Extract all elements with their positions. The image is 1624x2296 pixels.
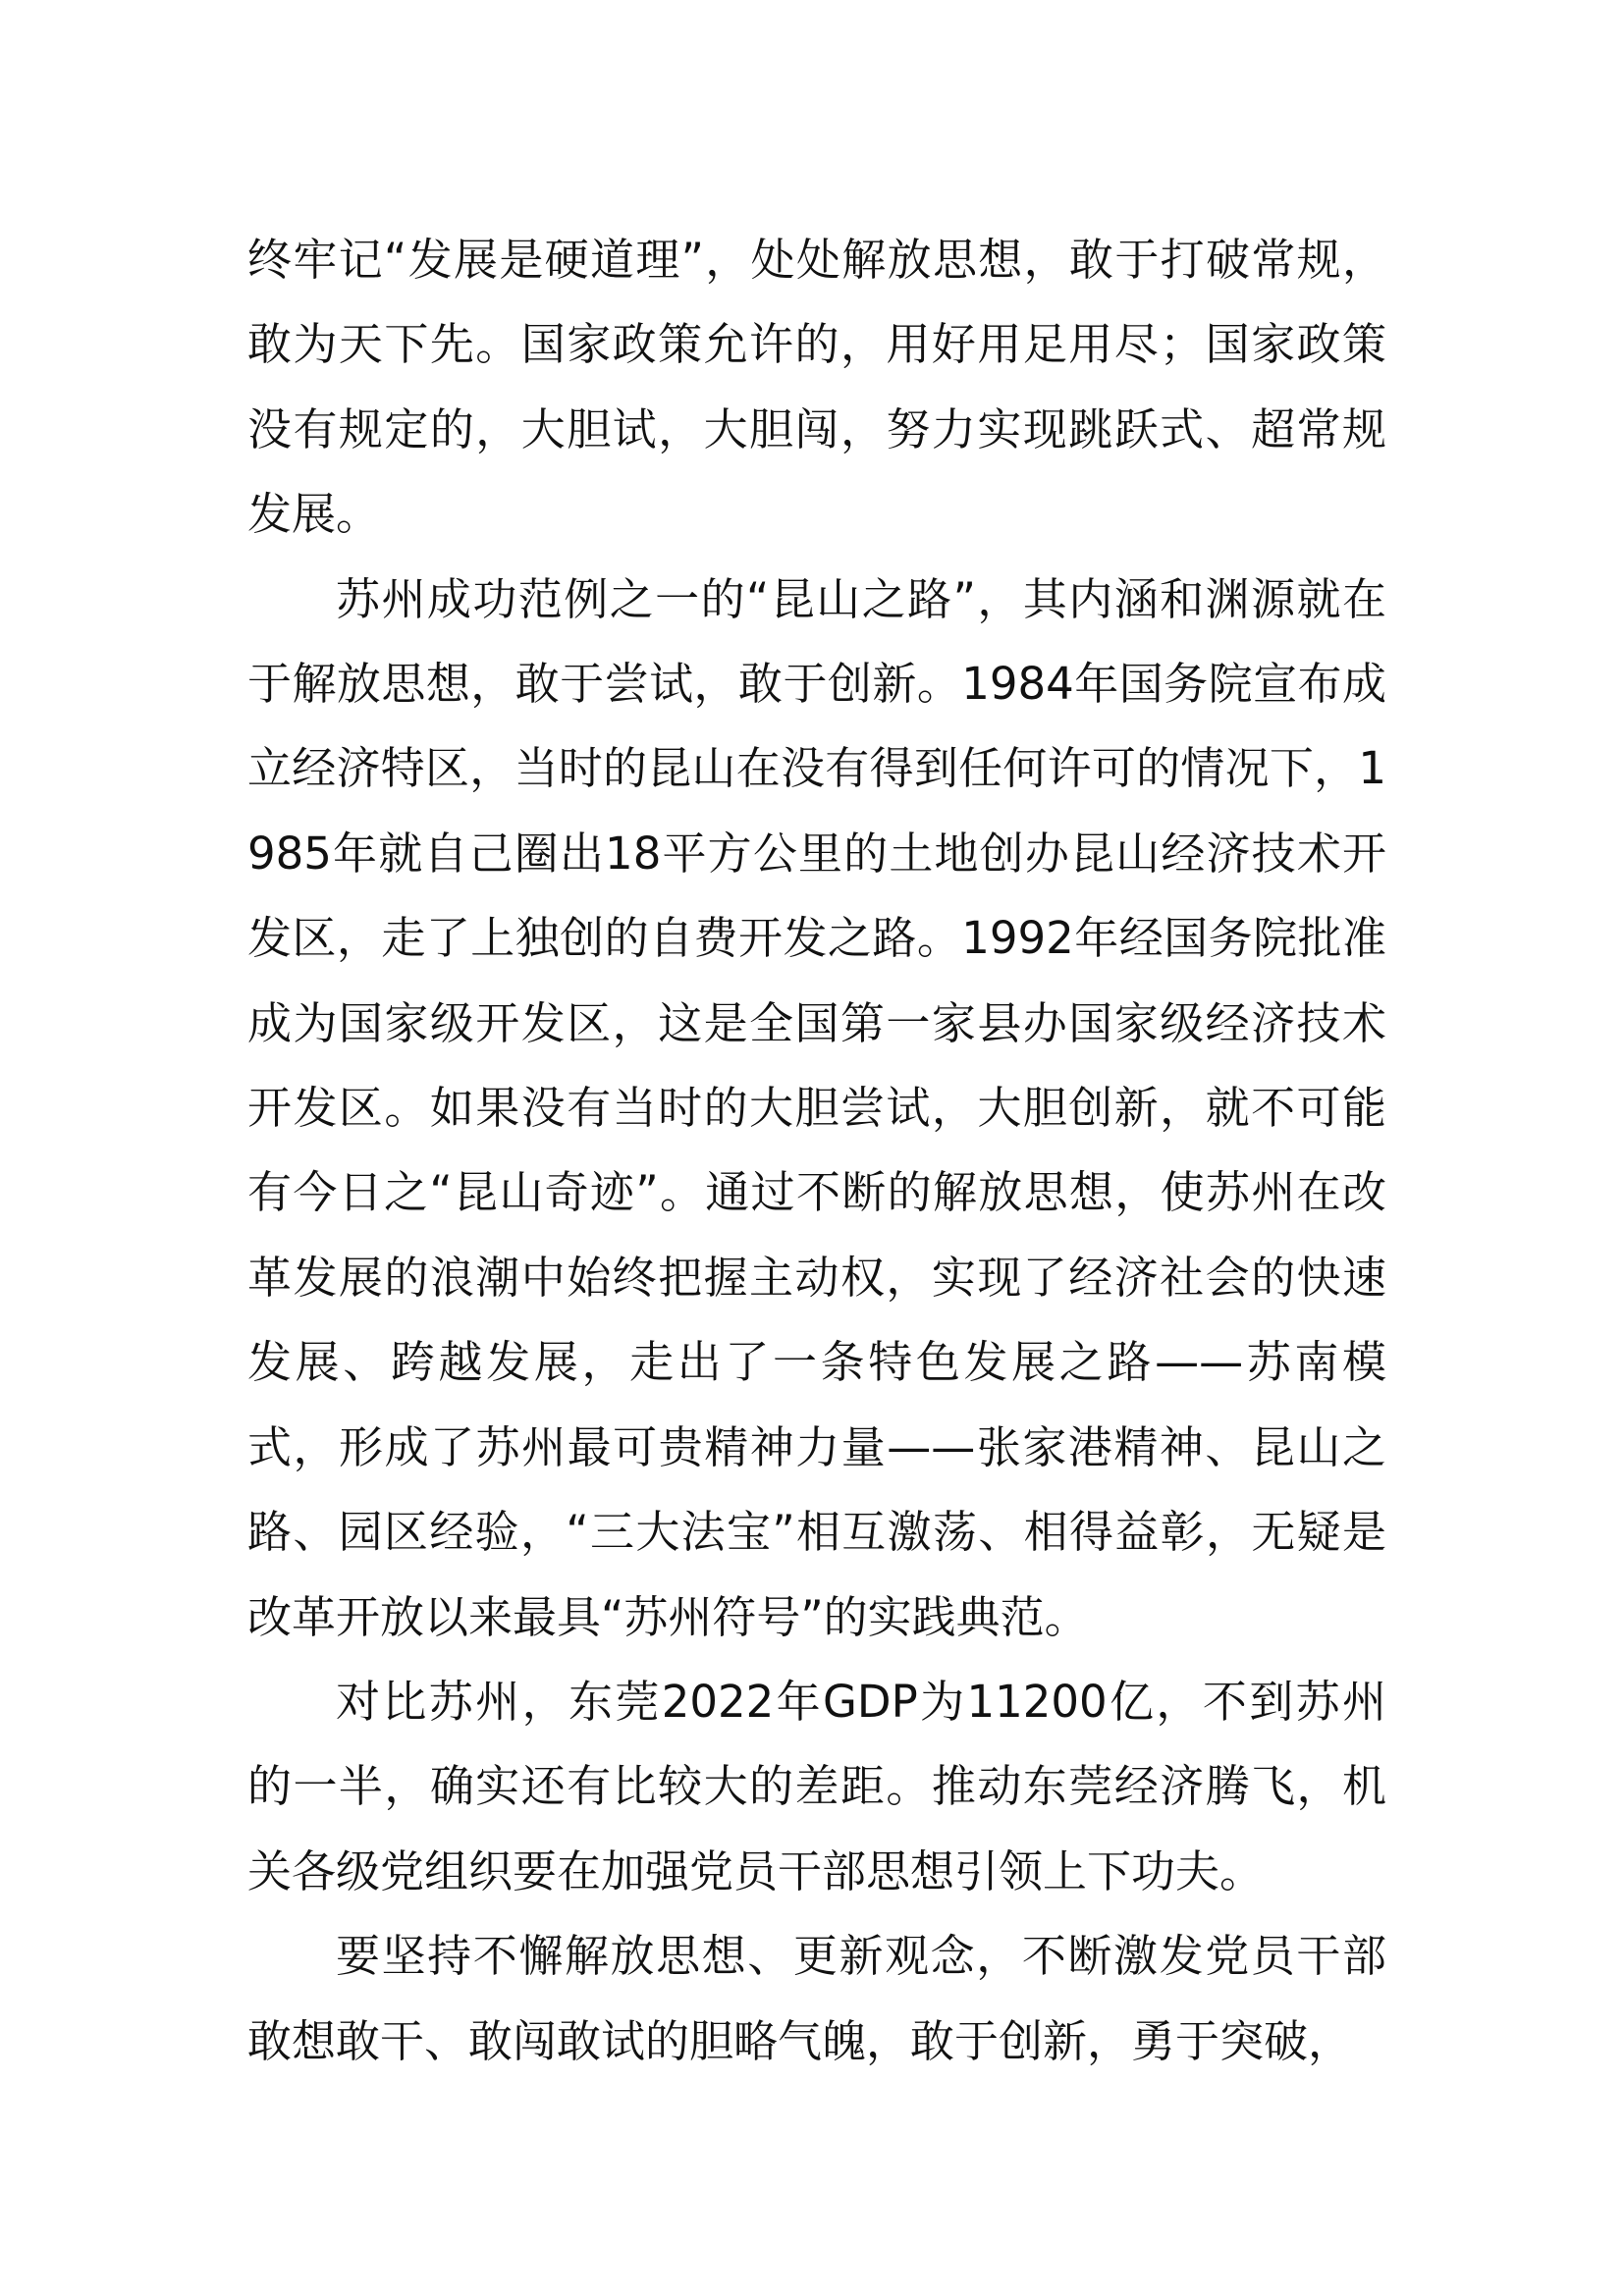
paragraph-2: 苏州成功范例之一的“昆山之路”，其内涵和渊源就在于解放思想，敢于尝试，敢于创新。1984年国务院宣布成立经济特区，当时的昆山在没有得到任何许可的情况下，1985年就自己圈出18平方公里的土地创办昆山经济技术开发区，走了上独创的自费开发之路。1992年经国务院批准成为国家级开发区，这是全国第一家县办国家级经济技术开发区。如果没有当时的大胆尝试，大胆创新，就不可能有今日之“昆山奇迹”。通过不断的解放思想，使苏州在改革发展的浪潮中始终把握主动权，实现了经济社会的快速发展、跨越发展，走出了一条特色发展之路——苏南模式，形成了苏州最可贵精神力量——张家港精神、昆山之路、园区经验，“三大法宝”相互激荡、相得益彰，无疑是改革开放以来最具“苏州符号”的实践典范。 bbox=[247, 572, 1386, 1643]
paragraph-4: 要坚持不懈解放思想、更新观念，不断激发党员干部敢想敢干、敢闯敢试的胆略气魄，敢于创新，勇于突破， bbox=[247, 1930, 1386, 2067]
paragraph-1: 终牢记“发展是硬道理”，处处解放思想，敢于打破常规，敢为天下先。国家政策允许的，用好用足用尽；国家政策没有规定的，大胆试，大胆闯，努力实现跳跃式、超常规发展。 bbox=[247, 234, 1386, 541]
document-body bbox=[247, 218, 1386, 2084]
paragraph-3: 对比苏州，东莞2022年GDP为11200亿，不到苏州的一半，确实还有比较大的差距。推动东莞经济腾飞，机关各级党组织要在加强党员干部思想引领上下功夫。 bbox=[247, 1675, 1386, 1897]
